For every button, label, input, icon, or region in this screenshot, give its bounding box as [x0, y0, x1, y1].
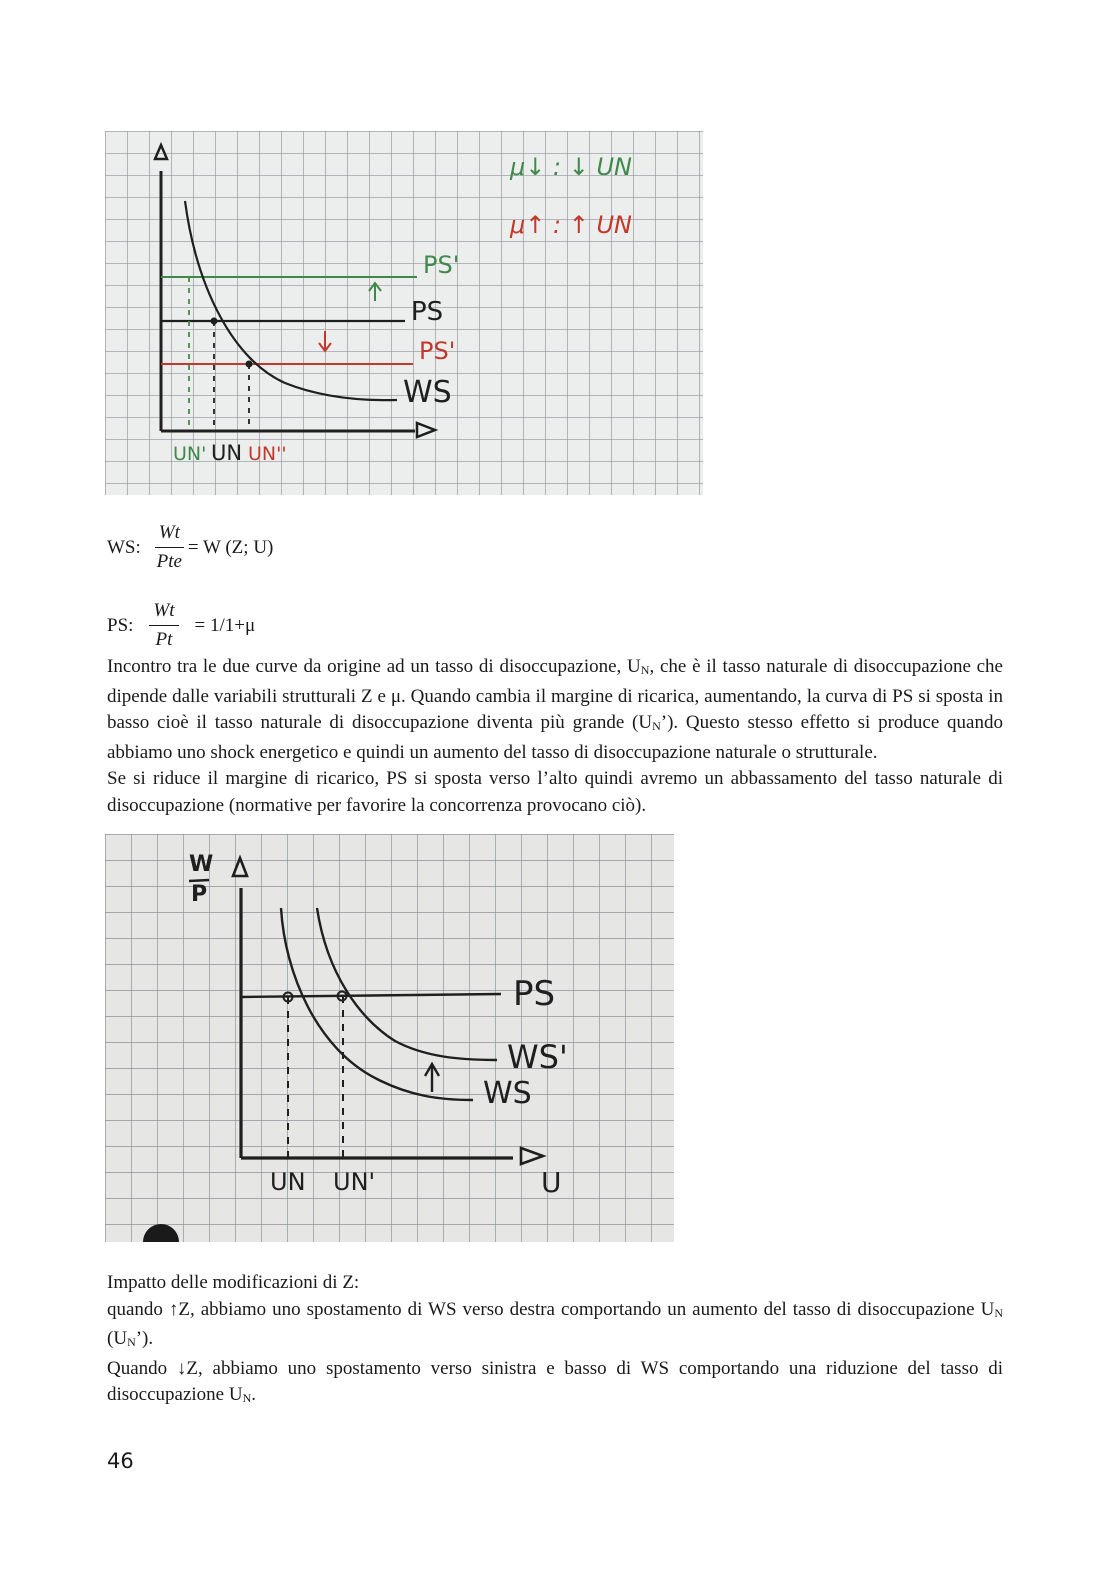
- p2-part-c: ’).: [135, 1328, 154, 1349]
- p1-part-c: ’). Questo stesso effetto si produce quando abbiamo uno shock energetico e quindi un aumento del tasso di disoccupazione naturale o strutturale.: [107, 712, 1003, 763]
- ps-fraction: [149, 600, 178, 651]
- p2-sub-3: N: [242, 1391, 252, 1405]
- equilibrium-point: [211, 318, 218, 325]
- x-label-un-prime: UN': [333, 1168, 376, 1196]
- x-label-un-second: UN'': [248, 443, 287, 465]
- p1-sub-2: N: [652, 719, 661, 733]
- paragraph-1-text: [107, 654, 1003, 766]
- equation-ps: [107, 600, 255, 651]
- x-axis-label: U: [541, 1166, 562, 1199]
- label-ps: PS: [411, 297, 444, 327]
- equilibrium-point-red: [246, 361, 253, 368]
- page-number: 46: [107, 1449, 134, 1473]
- label-ws: WS: [483, 1076, 532, 1111]
- y-label-p: P: [191, 882, 208, 907]
- label-ps: PS: [513, 974, 556, 1014]
- x-label-un-prime: UN': [173, 443, 207, 465]
- label-ps-prime-red: PS': [419, 337, 456, 365]
- p2-sub-2: N: [127, 1335, 136, 1349]
- paragraph-1: [107, 654, 1003, 819]
- ws-denominator: Pte: [156, 551, 182, 572]
- ps-denominator: Pt: [155, 629, 173, 650]
- ps-label: PS:: [107, 614, 134, 636]
- x-label-un: UN: [211, 441, 243, 465]
- wp-fraction-bar: [189, 880, 209, 881]
- ws-fraction: [155, 522, 184, 573]
- p1-sub-1: N: [640, 663, 650, 677]
- p2-part-b: (U: [107, 1328, 128, 1349]
- p2-part-a: quando ↑Z, abbiamo uno spostamento di WS verso destra comportando un aumento del tasso di disoccupazione U: [107, 1298, 995, 1320]
- y-label-w: W: [189, 852, 214, 877]
- ws-numerator: Wt: [155, 522, 184, 548]
- ps-rhs: = 1/1+μ: [194, 614, 256, 636]
- p2-part-d: Quando ↓Z, abbiamo uno spostamento verso sinistra e basso di WS comportando una riduzione del tasso di disoccupazione U: [107, 1357, 1003, 1405]
- p2-part-e: .: [251, 1384, 257, 1405]
- paragraph-2-text-2: [107, 1356, 1003, 1412]
- x-label-un: UN: [270, 1168, 306, 1196]
- paragraph-2-heading: Impatto delle modificazioni di Z:: [107, 1272, 360, 1293]
- label-ps-prime-green: PS': [423, 251, 460, 279]
- paragraph-2-text: [107, 1297, 1003, 1356]
- ps-numerator: Wt: [149, 600, 178, 626]
- paragraph-1-text-2: Se si riduce il margine di ricarico, PS si sposta verso l’alto quindi avremo un abbassamento del tasso naturale di disoccupazione (normative per favorire la concorrenza provocano ciò).: [107, 768, 1003, 816]
- ws-rhs: = W (Z; U): [187, 536, 274, 558]
- p1-part-b: , che è il tasso naturale di disoccupazione che dipende dalle variabili strutturali Z e μ. Quando cambia il margine di ricarica, aumentando, la curva di PS si sposta in basso cioè il tasso naturale di disoccupazione diventa più grande (U: [107, 656, 1003, 733]
- equation-ws: [107, 522, 273, 573]
- figure-1-photo: [105, 131, 703, 495]
- p2-sub-1: N: [994, 1305, 1003, 1320]
- label-ws: WS: [403, 375, 452, 410]
- figure-2-photo: [105, 834, 674, 1242]
- ws-label: WS:: [107, 536, 141, 558]
- annotation-green: μ↓ : ↓ UN: [510, 153, 632, 181]
- paragraph-2: [107, 1270, 1003, 1412]
- p1-part-a: Incontro tra le due curve da origine ad un tasso di disoccupazione, U: [107, 656, 641, 677]
- annotation-red: μ↑ : ↑ UN: [510, 211, 632, 239]
- figure-1-graph: [105, 131, 703, 495]
- label-ws-prime: WS': [507, 1038, 568, 1076]
